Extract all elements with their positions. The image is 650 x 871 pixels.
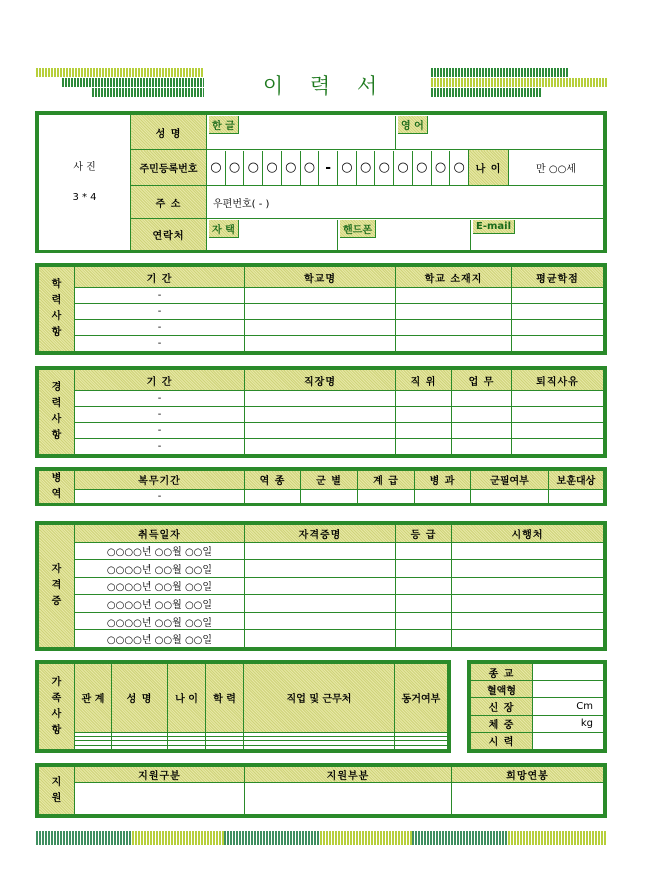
family-section xyxy=(35,660,451,753)
eyesight-field[interactable] xyxy=(533,732,604,749)
family-side-label: 가 족 사 항 xyxy=(39,664,75,750)
top-right-stripe-1 xyxy=(431,68,569,77)
family-header-education: 학 력 xyxy=(206,664,244,733)
table-row: - xyxy=(39,489,604,503)
military-header-rank: 계 급 xyxy=(358,471,415,490)
military-header-specialty: 병 과 xyxy=(415,471,471,490)
application-section xyxy=(35,763,607,818)
bottom-stripe-2 xyxy=(132,831,224,845)
table-row xyxy=(39,783,604,815)
military-header-type: 역 종 xyxy=(245,471,301,490)
age-label: 나 이 xyxy=(468,150,508,186)
home-phone-field[interactable] xyxy=(207,220,338,250)
certificates-header-issuer: 시행처 xyxy=(452,525,604,543)
application-side-label: 지 원 xyxy=(39,767,75,815)
rrn-digit: ○ xyxy=(338,151,357,185)
military-header-veteran: 보훈대상 xyxy=(549,471,604,490)
education-header-school: 학교명 xyxy=(245,267,396,288)
mobile-label: 핸드폰 xyxy=(340,220,376,238)
table-row: - xyxy=(39,423,604,439)
page-title: 이 력 서 xyxy=(262,74,388,98)
eyesight-label: 시 력 xyxy=(471,732,533,749)
career-header-position: 직 위 xyxy=(396,370,452,391)
table-row: - xyxy=(39,439,604,455)
bottom-stripe-5 xyxy=(412,831,508,845)
rrn-digit: ○ xyxy=(432,151,451,185)
military-header-period: 복무기간 xyxy=(75,471,245,490)
table-row: ○○○○년 ○○월 ○○일 xyxy=(39,595,604,613)
rrn-field[interactable] xyxy=(207,150,469,186)
military-header-branch: 군 별 xyxy=(301,471,358,490)
family-header-age: 나 이 xyxy=(168,664,206,733)
rrn-digit: ○ xyxy=(357,151,376,185)
certificates-header-name: 자격증명 xyxy=(245,525,396,543)
height-field[interactable]: Cm xyxy=(533,698,604,715)
korean-name-field[interactable] xyxy=(207,116,396,149)
rrn-digit: ○ xyxy=(413,151,432,185)
religion-field[interactable] xyxy=(533,664,604,681)
education-header-period: 기 간 xyxy=(75,267,245,288)
bottom-stripe-4 xyxy=(320,831,412,845)
family-header-cohabit: 동거여부 xyxy=(395,664,448,733)
blood-type-label: 혈액형 xyxy=(471,681,533,698)
certificates-header-grade: 등 급 xyxy=(396,525,452,543)
career-section xyxy=(35,366,607,458)
table-row: - xyxy=(39,336,604,352)
rrn-digit: ○ xyxy=(453,159,465,175)
korean-name-label: 한 글 xyxy=(209,116,239,134)
rrn-digit: ○ xyxy=(282,151,301,185)
english-name-label: 영 어 xyxy=(398,116,428,134)
top-left-stripe-3 xyxy=(92,88,204,97)
contact-label: 연락처 xyxy=(131,219,207,251)
rrn-digit: ○ xyxy=(226,151,245,185)
rrn-dash: - xyxy=(319,151,338,185)
career-side-label: 경 력 사 항 xyxy=(39,370,75,455)
table-row: - xyxy=(39,288,604,304)
table-row: - xyxy=(39,391,604,407)
bottom-stripe-6 xyxy=(508,831,606,845)
career-header-company: 직장명 xyxy=(245,370,396,391)
rrn-digit: ○ xyxy=(394,151,413,185)
education-section xyxy=(35,263,607,355)
military-side-label: 병 역 xyxy=(39,471,75,504)
address-label: 주 소 xyxy=(131,186,207,219)
table-row: - xyxy=(39,304,604,320)
email-field[interactable] xyxy=(471,220,603,250)
photo-label: 사 진 xyxy=(73,161,96,173)
certificates-header-date: 취득일자 xyxy=(75,525,245,543)
certificates-section xyxy=(35,521,607,651)
table-row: ○○○○년 ○○월 ○○일 xyxy=(39,630,604,648)
rrn-digit: ○ xyxy=(263,151,282,185)
bottom-stripe-3 xyxy=(224,831,320,845)
top-left-stripe-1 xyxy=(36,68,204,77)
application-header-salary: 희망연봉 xyxy=(452,767,604,783)
application-header-type: 지원구분 xyxy=(75,767,245,783)
top-right-stripe-2 xyxy=(431,78,607,87)
career-header-reason: 퇴직사유 xyxy=(512,370,604,391)
religion-label: 종 교 xyxy=(471,664,533,681)
photo-box[interactable] xyxy=(39,115,131,251)
table-row: ○○○○년 ○○월 ○○일 xyxy=(39,560,604,578)
table-row: - xyxy=(39,407,604,423)
military-header-completed: 군필여부 xyxy=(471,471,549,490)
certificates-side-label: 자 격 증 xyxy=(39,525,75,648)
bottom-stripe-1 xyxy=(36,831,132,845)
rrn-digit: ○ xyxy=(375,151,394,185)
family-header-occupation: 직업 및 근무처 xyxy=(244,664,395,733)
education-side-label: 학 력 사 항 xyxy=(39,267,75,352)
mobile-field[interactable] xyxy=(338,220,471,250)
top-left-stripe-2 xyxy=(62,78,204,87)
table-row: ○○○○년 ○○월 ○○일 xyxy=(39,612,604,630)
family-header-name: 성 명 xyxy=(112,664,168,733)
personal-info-section xyxy=(35,111,607,253)
family-header-relation: 관 계 xyxy=(75,664,112,733)
rrn-digit: ○ xyxy=(301,151,320,185)
table-row xyxy=(39,745,448,749)
weight-field[interactable]: kg xyxy=(533,715,604,732)
english-name-field[interactable] xyxy=(396,116,603,149)
table-row: ○○○○년 ○○월 ○○일 xyxy=(39,542,604,560)
weight-label: 체 중 xyxy=(471,715,533,732)
career-header-period: 기 간 xyxy=(75,370,245,391)
photo-size: 3 * 4 xyxy=(72,191,97,203)
home-phone-label: 자 택 xyxy=(209,220,239,238)
body-info-section xyxy=(467,660,607,753)
military-section xyxy=(35,467,607,506)
rrn-digit: ○ xyxy=(207,151,226,185)
table-row: ○○○○년 ○○월 ○○일 xyxy=(39,577,604,595)
top-right-stripe-3 xyxy=(431,88,541,97)
education-header-location: 학교 소재지 xyxy=(396,267,512,288)
age-field[interactable]: 만 ○○세 xyxy=(508,150,603,186)
height-label: 신 장 xyxy=(471,698,533,715)
name-label: 성 명 xyxy=(131,115,207,150)
table-row: - xyxy=(39,320,604,336)
education-header-gpa: 평균학점 xyxy=(512,267,604,288)
blood-type-field[interactable] xyxy=(533,681,604,698)
rrn-digit: ○ xyxy=(244,151,263,185)
email-label: E-mail xyxy=(473,220,515,234)
address-field[interactable]: 우편번호( - ) xyxy=(207,186,604,219)
application-header-field: 지원부분 xyxy=(245,767,452,783)
rrn-label: 주민등록번호 xyxy=(131,150,207,186)
career-header-duty: 업 무 xyxy=(452,370,512,391)
